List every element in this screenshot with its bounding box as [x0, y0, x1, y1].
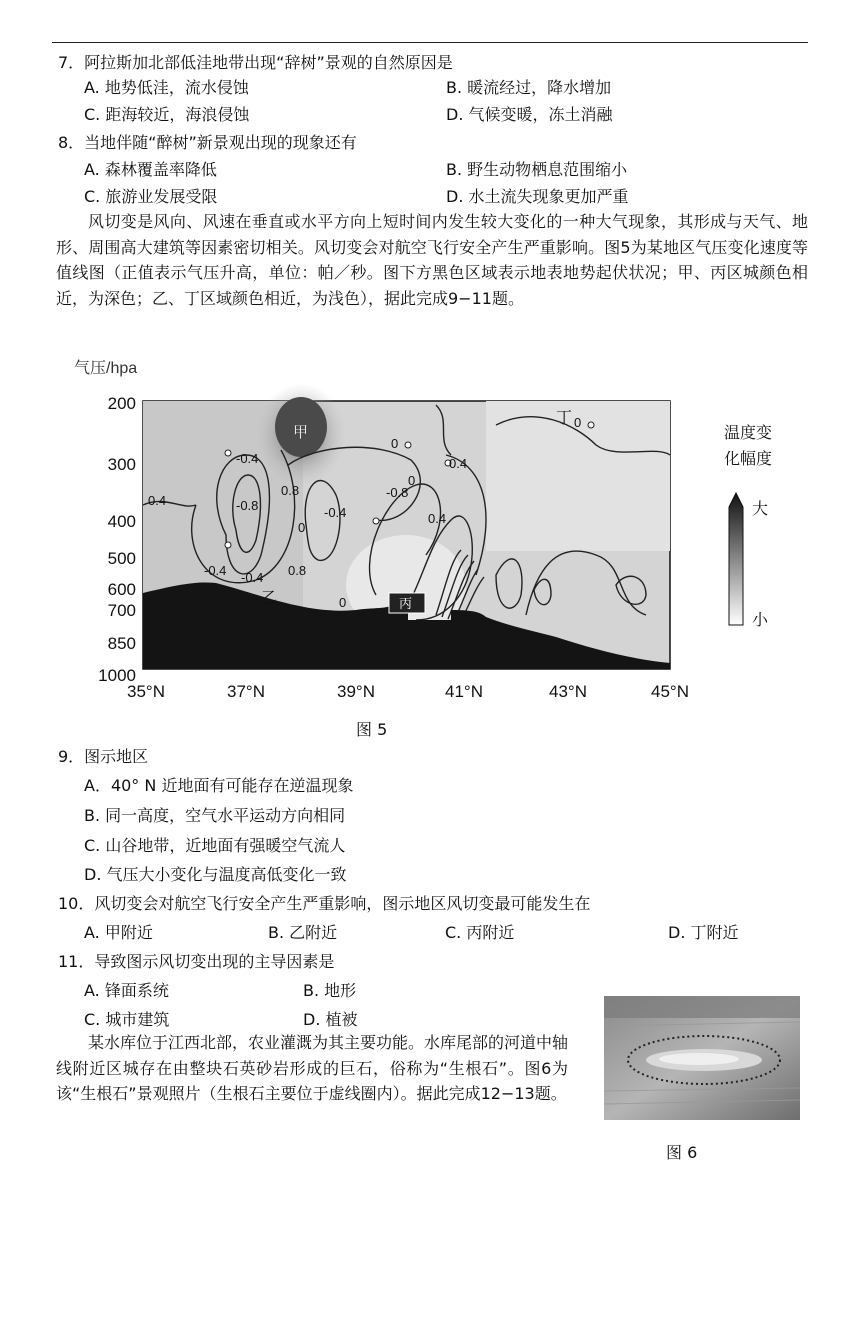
q11-option-d[interactable]: D. 植被 [303, 1010, 358, 1029]
figure-6-photo [604, 996, 800, 1120]
legend-title-line1: 温度变 [724, 425, 773, 442]
y-tick: 500 [107, 549, 136, 568]
q10-option-d[interactable]: D. 丁附近 [668, 923, 739, 942]
q11-option-b[interactable]: B. 地形 [303, 981, 357, 1000]
contour-label: 0 [574, 415, 582, 430]
q10-option-a[interactable]: A. 甲附近 [84, 923, 153, 942]
q7-option-c[interactable]: C. 距海较近，海浪侵蚀 [84, 105, 250, 124]
y-tick-labels [98, 394, 136, 685]
contour-label: 0 [298, 520, 306, 535]
x-tick: 37°N [227, 682, 265, 701]
q9-option-b[interactable]: B. 同一高度，空气水平运动方向相同 [84, 806, 346, 825]
question-8-stem: 8．当地伴随“醉树”新景观出现的现象还有 [58, 133, 357, 152]
contour-label: -0.4 [236, 451, 259, 466]
question-7-stem: 7．阿拉斯加北部低洼地带出现“辞树”景观的自然原因是 [58, 53, 453, 72]
q8-option-b[interactable]: B. 野生动物栖息范围缩小 [446, 160, 628, 179]
q11-option-a[interactable]: A. 锋面系统 [84, 981, 169, 1000]
q9-option-d[interactable]: D. 气压大小变化与温度高低变化一致 [84, 865, 347, 884]
q7-option-d[interactable]: D. 气候变暖，冻土消融 [446, 105, 613, 124]
y-tick: 700 [107, 601, 136, 620]
x-tick: 45°N [651, 682, 689, 701]
y-tick: 200 [107, 394, 136, 413]
region-label-ding: 丁 [556, 410, 573, 427]
q8-option-a[interactable]: A. 森林覆盖率降低 [84, 160, 217, 179]
contour-label: 0.4 [449, 456, 468, 471]
x-tick-labels [127, 682, 689, 701]
region-label-bing: 丙 [399, 596, 413, 611]
contour-label: -0.4 [324, 505, 347, 520]
figure-5-caption: 图 5 [356, 720, 388, 739]
q10-option-c[interactable]: C. 丙附近 [445, 923, 515, 942]
x-tick: 35°N [127, 682, 165, 701]
figure-6-caption: 图 6 [666, 1143, 698, 1162]
region-label-yi: 乙 [261, 590, 278, 607]
q11-option-c[interactable]: C. 城市建筑 [84, 1010, 170, 1029]
y-tick: 400 [107, 512, 136, 531]
y-tick: 300 [107, 455, 136, 474]
contour-label: -0.8 [386, 485, 409, 500]
legend [724, 424, 772, 629]
question-9-stem: 9．图示地区 [58, 747, 149, 766]
contour-label: 0.4 [148, 493, 167, 508]
question-11-stem: 11．导致图示风切变出现的主导因素是 [58, 952, 335, 971]
y-tick: 850 [107, 634, 136, 653]
header-rule [52, 42, 808, 43]
contour-label: -0.4 [241, 570, 264, 585]
q8-option-d[interactable]: D. 水土流失现象更加严重 [446, 187, 629, 206]
y-tick: 1000 [98, 666, 136, 685]
question-10-stem: 10．风切变会对航空飞行安全产生严重影响，图示地区风切变最可能发生在 [58, 894, 591, 913]
legend-low: 小 [752, 612, 769, 629]
contour-label: 0 [391, 436, 399, 451]
region-label-jia: 甲 [293, 424, 309, 441]
passage-wind-shear: 风切变是风向、风速在垂直或水平方向上短时间内发生较大变化的一种大气现象，其形成与天气、地形、周围高大建筑等因素密切相关。风切变会对航空飞行安全产生严重影响。图5为某地区气压变化速度等值线图（正值表示气压升高，单位：帕／秒。图下方黑色区域表示地表地势起伏状况；甲、丙区城颜色相近，为深色；乙、丁区域颜色相近，为浅色），据此完成9−11题。 [56, 212, 808, 308]
contour-label: 0 [339, 595, 347, 610]
contour-label: 0 [408, 473, 416, 488]
x-tick: 41°N [445, 682, 483, 701]
x-tick: 39°N [337, 682, 375, 701]
q7-option-b[interactable]: B. 暖流经过，降水增加 [446, 78, 612, 97]
legend-high: 大 [752, 501, 769, 518]
contour-label: -0.8 [236, 498, 259, 513]
figure-5-pressure-chart [56, 345, 796, 715]
x-tick: 43°N [549, 682, 587, 701]
contour-label: -0.4 [204, 563, 227, 578]
q8-option-c[interactable]: C. 旅游业发展受限 [84, 187, 218, 206]
q9-option-a[interactable]: A．40° N 近地面有可能存在逆温现象 [84, 776, 354, 795]
y-axis-label: 气压/hpa [74, 360, 138, 377]
q10-option-b[interactable]: B. 乙附近 [268, 923, 338, 942]
contour-label: 0.4 [428, 511, 447, 526]
passage-reservoir: 某水库位于江西北部，农业灌溉为其主要功能。水库尾部的河道中轴线附近区城存在由整块石英砂岩形成的巨石，俗称为“生根石”。图6为该“生根石”景观照片（生根石主要位于虚线圈内）。据此完成12−13题。 [56, 1033, 569, 1103]
contour-label: 0.8 [288, 563, 307, 578]
contour-label: 0.8 [281, 483, 300, 498]
legend-title-line2: 化幅度 [724, 451, 773, 468]
q9-option-c[interactable]: C. 山谷地带，近地面有强暖空气流人 [84, 836, 346, 855]
y-tick: 600 [107, 580, 136, 599]
q7-option-a[interactable]: A. 地势低洼，流水侵蚀 [84, 78, 249, 97]
